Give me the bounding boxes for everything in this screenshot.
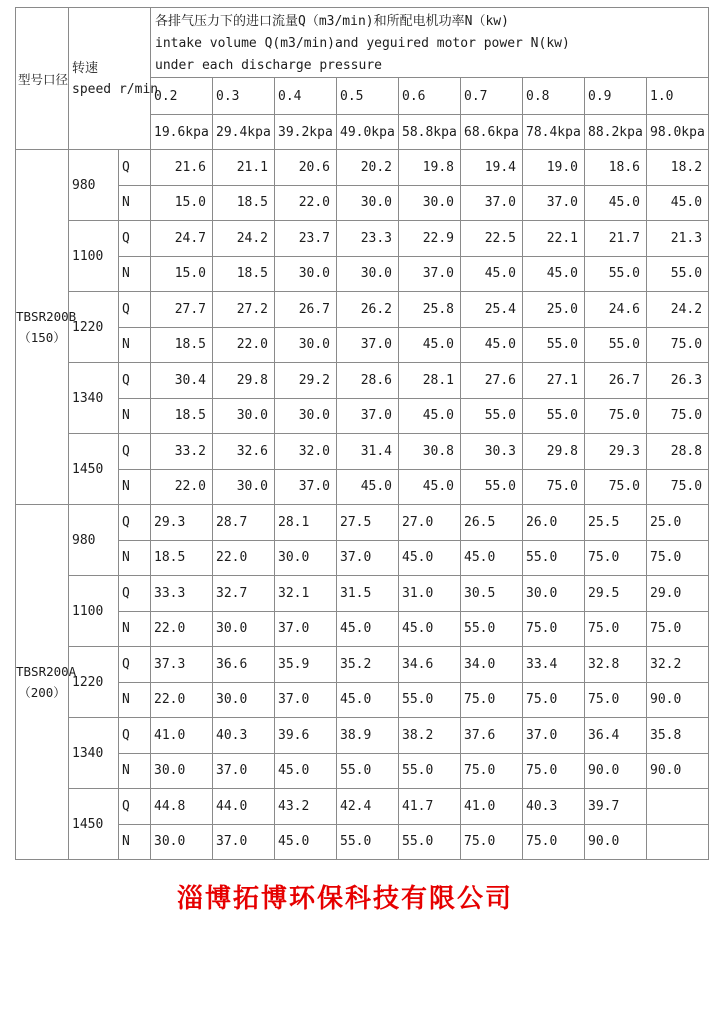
q-value-cell: 24.7 <box>151 221 213 257</box>
speed-cell: 1100 <box>69 221 119 292</box>
q-value-cell: 26.7 <box>275 292 337 328</box>
model-header-cell: 型号口径 <box>16 8 69 150</box>
q-value-cell: 31.0 <box>399 576 461 612</box>
n-label-cell: N <box>119 327 151 363</box>
model-caliber: （200） <box>18 685 66 700</box>
q-value-cell: 29.5 <box>585 576 647 612</box>
n-value-cell: 55.0 <box>523 398 585 434</box>
n-value-cell: 30.0 <box>213 682 275 718</box>
n-value-cell: 30.0 <box>337 256 399 292</box>
q-value-cell: 32.2 <box>647 647 709 683</box>
n-value-cell: 75.0 <box>647 398 709 434</box>
n-value-cell <box>647 824 709 860</box>
n-value-cell: 75.0 <box>585 540 647 576</box>
n-value-cell: 75.0 <box>523 824 585 860</box>
n-value-cell: 18.5 <box>151 398 213 434</box>
speed-header-zh: 转速 <box>72 60 99 76</box>
q-value-cell: 34.6 <box>399 647 461 683</box>
q-value-cell: 30.5 <box>461 576 523 612</box>
q-value-cell: 23.3 <box>337 221 399 257</box>
q-value-cell: 30.4 <box>151 363 213 399</box>
spec-table <box>15 7 709 860</box>
n-value-cell: 30.0 <box>275 327 337 363</box>
speed-header-en: speed r/min <box>72 81 159 97</box>
kpa-cell: 78.4kpa <box>523 115 585 150</box>
pressure-value-cell: 1.0 <box>647 78 709 115</box>
n-label-cell: N <box>119 753 151 789</box>
n-label-cell: N <box>119 185 151 221</box>
n-value-cell: 90.0 <box>585 824 647 860</box>
n-value-cell: 45.0 <box>337 682 399 718</box>
speed-cell: 1450 <box>69 434 119 505</box>
n-value-cell: 30.0 <box>275 256 337 292</box>
q-value-cell: 25.4 <box>461 292 523 328</box>
n-value-cell: 75.0 <box>461 682 523 718</box>
q-value-cell: 29.3 <box>585 434 647 470</box>
n-value-cell: 55.0 <box>461 398 523 434</box>
q-label-cell: Q <box>119 434 151 470</box>
n-value-cell: 45.0 <box>585 185 647 221</box>
q-value-cell: 29.2 <box>275 363 337 399</box>
q-value-cell: 29.0 <box>647 576 709 612</box>
n-value-cell: 22.0 <box>213 540 275 576</box>
q-value-cell: 25.0 <box>647 505 709 541</box>
pressure-title-en2: under each discharge pressure <box>155 58 382 73</box>
n-value-cell: 45.0 <box>399 398 461 434</box>
q-value-cell: 32.0 <box>275 434 337 470</box>
n-value-cell: 30.0 <box>275 398 337 434</box>
n-value-cell: 22.0 <box>151 611 213 647</box>
pressure-title-cell <box>151 8 709 78</box>
n-value-cell: 55.0 <box>399 824 461 860</box>
q-label-cell: Q <box>119 363 151 399</box>
kpa-cell: 68.6kpa <box>461 115 523 150</box>
q-value-cell: 37.0 <box>523 718 585 754</box>
n-value-cell: 75.0 <box>647 540 709 576</box>
table-body <box>16 150 709 860</box>
q-value-cell: 25.8 <box>399 292 461 328</box>
n-value-cell: 15.0 <box>151 256 213 292</box>
pressure-value-cell: 0.3 <box>213 78 275 115</box>
n-value-cell: 18.5 <box>151 327 213 363</box>
n-value-cell: 75.0 <box>647 611 709 647</box>
q-value-cell: 41.0 <box>151 718 213 754</box>
n-value-cell: 37.0 <box>337 327 399 363</box>
q-value-cell: 32.7 <box>213 576 275 612</box>
q-value-cell: 32.8 <box>585 647 647 683</box>
model-caliber: （150） <box>18 330 66 345</box>
model-cell <box>16 505 77 860</box>
speed-cell: 1220 <box>69 292 119 363</box>
n-value-cell: 37.0 <box>461 185 523 221</box>
q-value-cell <box>647 789 709 825</box>
n-value-cell: 90.0 <box>647 682 709 718</box>
q-value-cell: 38.9 <box>337 718 399 754</box>
speed-header-cell <box>69 8 159 150</box>
pressure-value-cell: 0.2 <box>151 78 213 115</box>
n-value-cell: 55.0 <box>461 611 523 647</box>
n-value-cell: 22.0 <box>275 185 337 221</box>
n-value-cell: 75.0 <box>523 753 585 789</box>
q-value-cell: 40.3 <box>213 718 275 754</box>
q-value-cell: 26.5 <box>461 505 523 541</box>
q-value-cell: 44.0 <box>213 789 275 825</box>
q-value-cell: 30.0 <box>523 576 585 612</box>
n-value-cell: 37.0 <box>213 753 275 789</box>
n-value-cell: 75.0 <box>523 682 585 718</box>
n-value-cell: 55.0 <box>585 327 647 363</box>
n-value-cell: 30.0 <box>151 753 213 789</box>
kpa-cell: 98.0kpa <box>647 115 709 150</box>
n-value-cell: 30.0 <box>213 611 275 647</box>
n-value-cell: 30.0 <box>213 398 275 434</box>
q-value-cell: 25.5 <box>585 505 647 541</box>
q-value-cell: 41.7 <box>399 789 461 825</box>
n-value-cell: 45.0 <box>399 540 461 576</box>
n-value-cell: 45.0 <box>275 824 337 860</box>
q-value-cell: 39.7 <box>585 789 647 825</box>
q-value-cell: 29.8 <box>213 363 275 399</box>
n-value-cell: 30.0 <box>151 824 213 860</box>
n-value-cell: 18.5 <box>213 185 275 221</box>
n-value-cell: 90.0 <box>647 753 709 789</box>
q-label-cell: Q <box>119 292 151 328</box>
q-value-cell: 19.8 <box>399 150 461 186</box>
q-value-cell: 28.8 <box>647 434 709 470</box>
speed-cell: 1100 <box>69 576 119 647</box>
q-value-cell: 21.3 <box>647 221 709 257</box>
q-value-cell: 33.2 <box>151 434 213 470</box>
q-value-cell: 27.0 <box>399 505 461 541</box>
kpa-cell: 58.8kpa <box>399 115 461 150</box>
speed-cell: 1340 <box>69 363 119 434</box>
n-label-cell: N <box>119 682 151 718</box>
n-value-cell: 45.0 <box>337 611 399 647</box>
model-name: TBSR200B <box>16 309 77 324</box>
q-value-cell: 22.5 <box>461 221 523 257</box>
q-value-cell: 31.4 <box>337 434 399 470</box>
q-value-cell: 42.4 <box>337 789 399 825</box>
q-value-cell: 28.7 <box>213 505 275 541</box>
q-value-cell: 35.8 <box>647 718 709 754</box>
q-value-cell: 28.1 <box>275 505 337 541</box>
speed-cell: 980 <box>69 505 119 576</box>
speed-cell: 980 <box>69 150 119 221</box>
n-value-cell: 30.0 <box>275 540 337 576</box>
q-value-cell: 20.6 <box>275 150 337 186</box>
q-value-cell: 25.0 <box>523 292 585 328</box>
speed-cell: 1340 <box>69 718 119 789</box>
q-value-cell: 32.1 <box>275 576 337 612</box>
n-value-cell: 55.0 <box>523 540 585 576</box>
q-label-cell: Q <box>119 647 151 683</box>
q-label-cell: Q <box>119 221 151 257</box>
n-value-cell: 45.0 <box>461 540 523 576</box>
n-value-cell: 37.0 <box>213 824 275 860</box>
q-value-cell: 27.1 <box>523 363 585 399</box>
company-name: 淄博拓博环保科技有限公司 <box>176 884 513 914</box>
n-value-cell: 55.0 <box>585 256 647 292</box>
model-cell <box>16 150 77 505</box>
n-value-cell: 45.0 <box>337 469 399 505</box>
speed-cell: 1450 <box>69 789 119 860</box>
q-value-cell: 41.0 <box>461 789 523 825</box>
n-value-cell: 45.0 <box>399 327 461 363</box>
n-value-cell: 55.0 <box>399 682 461 718</box>
pressure-value-cell: 0.9 <box>585 78 647 115</box>
n-value-cell: 55.0 <box>399 753 461 789</box>
n-value-cell: 45.0 <box>523 256 585 292</box>
q-value-cell: 21.7 <box>585 221 647 257</box>
pressure-title-zh: 各排气压力下的进口流量Q（m3/min)和所配电机功率N（kw) <box>155 14 509 29</box>
q-value-cell: 27.5 <box>337 505 399 541</box>
kpa-cell: 29.4kpa <box>213 115 275 150</box>
q-value-cell: 30.8 <box>399 434 461 470</box>
q-value-cell: 28.6 <box>337 363 399 399</box>
q-value-cell: 26.3 <box>647 363 709 399</box>
n-value-cell: 37.0 <box>275 682 337 718</box>
n-value-cell: 75.0 <box>585 398 647 434</box>
n-value-cell: 55.0 <box>647 256 709 292</box>
n-value-cell: 18.5 <box>151 540 213 576</box>
q-value-cell: 30.3 <box>461 434 523 470</box>
pressure-value-cell: 0.8 <box>523 78 585 115</box>
q-label-cell: Q <box>119 576 151 612</box>
n-label-cell: N <box>119 611 151 647</box>
pressure-value-cell: 0.4 <box>275 78 337 115</box>
n-value-cell: 37.0 <box>399 256 461 292</box>
q-value-cell: 29.8 <box>523 434 585 470</box>
q-value-cell: 33.3 <box>151 576 213 612</box>
n-label-cell: N <box>119 824 151 860</box>
n-value-cell: 75.0 <box>523 611 585 647</box>
q-value-cell: 37.3 <box>151 647 213 683</box>
n-value-cell: 75.0 <box>585 469 647 505</box>
n-value-cell: 22.0 <box>151 682 213 718</box>
q-value-cell: 18.2 <box>647 150 709 186</box>
q-value-cell: 26.7 <box>585 363 647 399</box>
n-value-cell: 37.0 <box>337 398 399 434</box>
q-value-cell: 35.2 <box>337 647 399 683</box>
q-value-cell: 19.0 <box>523 150 585 186</box>
q-value-cell: 39.6 <box>275 718 337 754</box>
n-value-cell: 90.0 <box>585 753 647 789</box>
q-value-cell: 44.8 <box>151 789 213 825</box>
n-value-cell: 55.0 <box>523 327 585 363</box>
n-value-cell: 30.0 <box>399 185 461 221</box>
pressure-value-cell: 0.7 <box>461 78 523 115</box>
q-value-cell: 37.6 <box>461 718 523 754</box>
q-value-cell: 21.1 <box>213 150 275 186</box>
pressure-value-cell: 0.5 <box>337 78 399 115</box>
n-value-cell: 75.0 <box>647 327 709 363</box>
q-value-cell: 43.2 <box>275 789 337 825</box>
q-value-cell: 24.2 <box>213 221 275 257</box>
n-value-cell: 55.0 <box>461 469 523 505</box>
q-value-cell: 32.6 <box>213 434 275 470</box>
n-value-cell: 45.0 <box>275 753 337 789</box>
q-value-cell: 31.5 <box>337 576 399 612</box>
q-value-cell: 40.3 <box>523 789 585 825</box>
n-value-cell: 30.0 <box>213 469 275 505</box>
n-value-cell: 75.0 <box>461 753 523 789</box>
q-value-cell: 35.9 <box>275 647 337 683</box>
q-label-cell: Q <box>119 718 151 754</box>
n-value-cell: 15.0 <box>151 185 213 221</box>
n-label-cell: N <box>119 256 151 292</box>
n-value-cell: 45.0 <box>461 256 523 292</box>
q-value-cell: 36.4 <box>585 718 647 754</box>
n-value-cell: 45.0 <box>399 611 461 647</box>
q-value-cell: 18.6 <box>585 150 647 186</box>
kpa-cell: 39.2kpa <box>275 115 337 150</box>
q-value-cell: 27.7 <box>151 292 213 328</box>
kpa-cell: 88.2kpa <box>585 115 647 150</box>
q-value-cell: 19.4 <box>461 150 523 186</box>
kpa-cell: 49.0kpa <box>337 115 399 150</box>
n-value-cell: 45.0 <box>461 327 523 363</box>
q-value-cell: 29.3 <box>151 505 213 541</box>
q-value-cell: 27.2 <box>213 292 275 328</box>
spec-sheet <box>15 7 708 915</box>
n-label-cell: N <box>119 469 151 505</box>
q-value-cell: 23.7 <box>275 221 337 257</box>
q-value-cell: 27.6 <box>461 363 523 399</box>
n-value-cell: 37.0 <box>275 611 337 647</box>
n-value-cell: 30.0 <box>337 185 399 221</box>
q-value-cell: 22.9 <box>399 221 461 257</box>
n-value-cell: 37.0 <box>523 185 585 221</box>
pressure-title-en1: intake volume Q(m3/min)and yeguired motor power N(kw) <box>155 36 570 51</box>
pressure-value-cell: 0.6 <box>399 78 461 115</box>
n-value-cell: 37.0 <box>337 540 399 576</box>
q-value-cell: 33.4 <box>523 647 585 683</box>
n-value-cell: 75.0 <box>647 469 709 505</box>
n-value-cell: 45.0 <box>399 469 461 505</box>
n-value-cell: 18.5 <box>213 256 275 292</box>
n-value-cell: 22.0 <box>213 327 275 363</box>
q-value-cell: 36.6 <box>213 647 275 683</box>
n-value-cell: 75.0 <box>585 611 647 647</box>
q-value-cell: 26.2 <box>337 292 399 328</box>
q-value-cell: 22.1 <box>523 221 585 257</box>
n-value-cell: 75.0 <box>461 824 523 860</box>
q-label-cell: Q <box>119 150 151 186</box>
q-label-cell: Q <box>119 789 151 825</box>
q-value-cell: 34.0 <box>461 647 523 683</box>
q-value-cell: 38.2 <box>399 718 461 754</box>
q-label-cell: Q <box>119 505 151 541</box>
n-label-cell: N <box>119 398 151 434</box>
n-value-cell: 45.0 <box>647 185 709 221</box>
n-value-cell: 37.0 <box>275 469 337 505</box>
n-value-cell: 75.0 <box>585 682 647 718</box>
n-value-cell: 75.0 <box>523 469 585 505</box>
n-value-cell: 55.0 <box>337 753 399 789</box>
speed-cell: 1220 <box>69 647 119 718</box>
n-value-cell: 55.0 <box>337 824 399 860</box>
q-value-cell: 21.6 <box>151 150 213 186</box>
q-value-cell: 28.1 <box>399 363 461 399</box>
q-value-cell: 24.6 <box>585 292 647 328</box>
n-value-cell: 22.0 <box>151 469 213 505</box>
q-value-cell: 20.2 <box>337 150 399 186</box>
model-name: TBSR200A <box>16 664 77 679</box>
kpa-cell: 19.6kpa <box>151 115 213 150</box>
q-value-cell: 26.0 <box>523 505 585 541</box>
q-value-cell: 24.2 <box>647 292 709 328</box>
n-label-cell: N <box>119 540 151 576</box>
